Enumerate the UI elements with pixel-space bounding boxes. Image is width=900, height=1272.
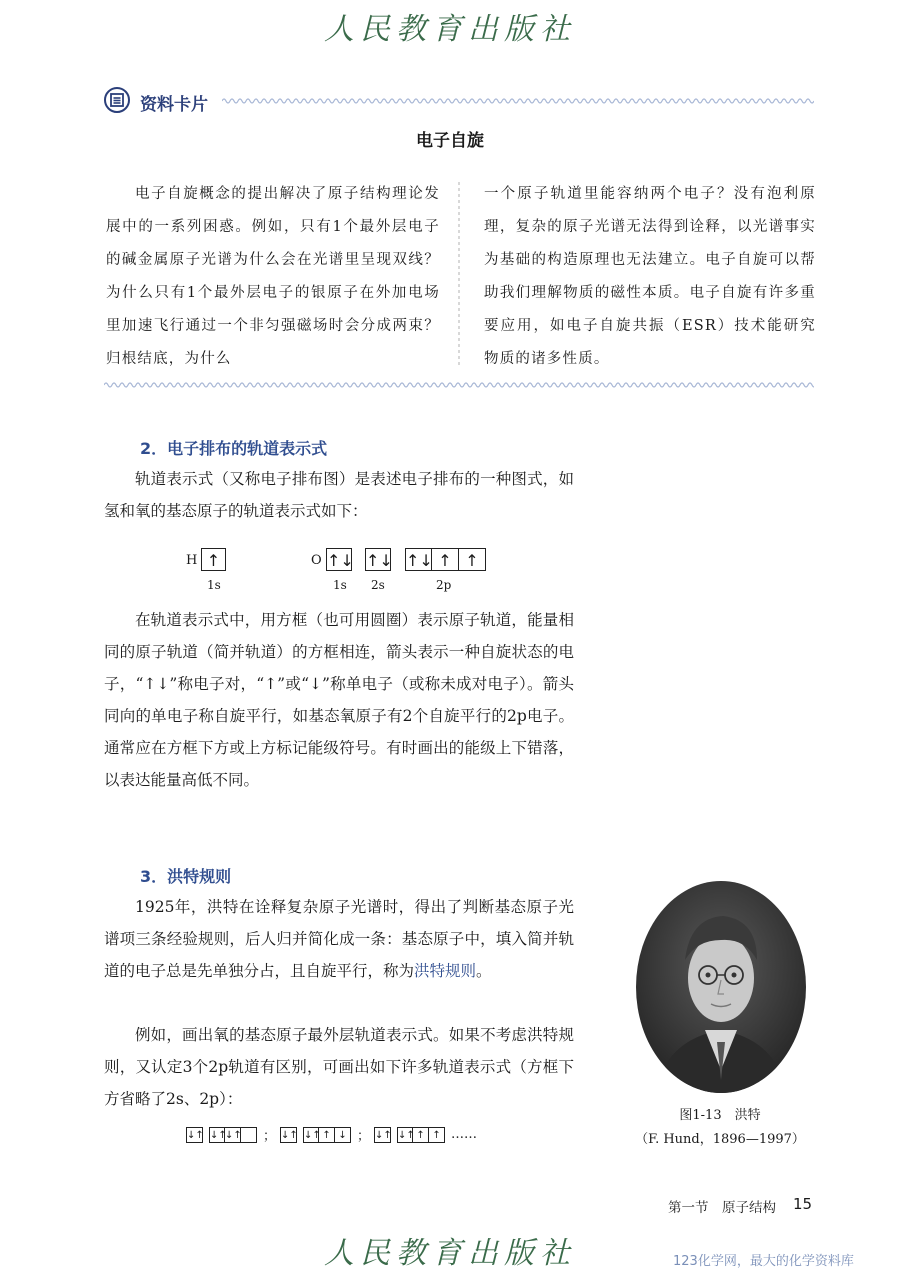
o-1s-label: 1s bbox=[333, 578, 347, 592]
example-2 bbox=[280, 1127, 351, 1143]
footer-section-label: 第一节 原子结构 bbox=[668, 1200, 776, 1216]
o-2s-orbital bbox=[365, 548, 391, 571]
orbital-box: ↑ bbox=[459, 548, 486, 571]
orbital-box: ↑ bbox=[201, 548, 226, 571]
orbital-box: ↑↓ bbox=[365, 548, 391, 571]
h-1s-label: 1s bbox=[207, 578, 221, 592]
example-p-box: ↑ bbox=[319, 1127, 335, 1143]
example-p-box: ↓↑ bbox=[225, 1127, 241, 1143]
example-1 bbox=[186, 1127, 257, 1143]
h-atom-label: H bbox=[186, 553, 198, 568]
o-2p-label: 2p bbox=[436, 578, 452, 592]
orbital-box: ↑ bbox=[432, 548, 459, 571]
section3-paragraph2: 例如，画出氧的基态原子最外层轨道表示式。如果不考虑洪特规则，又认定3个2p轨道有区别，可画出如下许多轨道表示式（方框下方省略了2s、2p）： bbox=[104, 1026, 574, 1108]
card-label: 资料卡片 bbox=[140, 95, 208, 115]
figure-caption-title: 图1-13 洪特 bbox=[679, 1108, 761, 1123]
o-atom-label: O bbox=[311, 553, 322, 568]
hund-rule-term: 洪特规则 bbox=[414, 962, 477, 980]
example-s-box: ↓↑ bbox=[374, 1127, 391, 1143]
card-left-column: 电子自旋概念的提出解决了原子结构理论发展中的一系列困惑。例如，只有1个最外层电子的碱金属原子光谱为什么会在光谱里呈现双线？为什么只有1个最外层电子的银原子在外加电场里加速飞行通过一个非匀强磁场时会分成两束？归根结底，为什么 bbox=[106, 186, 440, 367]
o-2p-orbitals bbox=[405, 548, 486, 571]
card-bottom-wave-divider bbox=[104, 380, 814, 390]
section3-paragraph1 bbox=[104, 891, 574, 987]
section3-para1-end: 。 bbox=[476, 962, 492, 980]
section2-paragraph2: 在轨道表示式中，用方框（也可用圆圈）表示原子轨道，能量相同的原子轨道（简并轨道）的方框相连，箭头表示一种自旋状态的电子，“↑↓”称电子对，“↑”或“↓”称单电子（或称未成对电子）。箭头同向的单电子称自旋平行，如基态氧原子有2个自旋平行的2p电子。通常应在方框下方或上方标记能级符号。有时画出的能级上下错落，以表达能量高低不同。 bbox=[104, 611, 574, 789]
card-top-wave-divider bbox=[222, 96, 814, 106]
hund-portrait-image bbox=[635, 880, 807, 1094]
publisher-logo-bottom: 人民教育出版社 bbox=[324, 1236, 576, 1271]
orbital-box: ↑↓ bbox=[326, 548, 352, 571]
section3-para1-text: 1925年，洪特在诠释复杂原子光谱时，得出了判断基态原子光谱项三条经验规则，后人归并简化成一条：基态原子中，填入简并轨道的电子总是先单独分占，且自旋平行，称为 bbox=[104, 898, 574, 980]
example-s-box: ↓↑ bbox=[186, 1127, 203, 1143]
card-book-icon bbox=[104, 87, 130, 113]
card-right-column: 一个原子轨道里能容纳两个电子？没有泡利原理，复杂的原子光谱无法得到诠释，以光谱事实为基础的构造原理也无法建立。电子自旋可以帮助我们理解物质的磁性本质。电子自旋有许多重要应用，如电子自旋共振（ESR）技术能研究物质的诸多性质。 bbox=[484, 186, 816, 367]
example-p-box: ↑ bbox=[413, 1127, 429, 1143]
card-heading: 电子自旋 bbox=[416, 131, 484, 151]
example-p-box: ↓↑ bbox=[303, 1127, 319, 1143]
example-separator: ； bbox=[263, 1129, 277, 1144]
card-column-divider bbox=[457, 182, 461, 368]
examples-ellipsis: …… bbox=[451, 1127, 478, 1142]
example-p-box: ↓↑ bbox=[209, 1127, 225, 1143]
section2-heading: 2．电子排布的轨道表示式 bbox=[140, 439, 328, 458]
site-watermark: 123化学网，最大的化学资料库 bbox=[673, 1254, 854, 1269]
h-1s-orbital bbox=[201, 548, 226, 571]
example-p-box bbox=[241, 1127, 257, 1143]
orbital-box: ↑↓ bbox=[405, 548, 432, 571]
example-s-box: ↓↑ bbox=[280, 1127, 297, 1143]
section2-paragraph1: 轨道表示式（又称电子排布图）是表述电子排布的一种图式，如氢和氧的基态原子的轨道表示式如下： bbox=[104, 470, 574, 520]
example-p-box: ↓↑ bbox=[397, 1127, 413, 1143]
o-2s-label: 2s bbox=[371, 578, 385, 592]
example-p-box: ↑ bbox=[429, 1127, 445, 1143]
page-number: 15 bbox=[793, 1195, 813, 1213]
figure-caption-subtitle: （F. Hund，1896—1997） bbox=[635, 1132, 805, 1147]
hund-examples-row bbox=[186, 1125, 477, 1144]
publisher-logo-top: 人民教育出版社 bbox=[324, 12, 576, 47]
o-1s-orbital bbox=[326, 548, 352, 571]
example-p-box: ↓ bbox=[335, 1127, 351, 1143]
example-3 bbox=[374, 1127, 445, 1143]
section3-heading: 3．洪特规则 bbox=[140, 867, 232, 886]
example-separator: ； bbox=[357, 1129, 371, 1144]
